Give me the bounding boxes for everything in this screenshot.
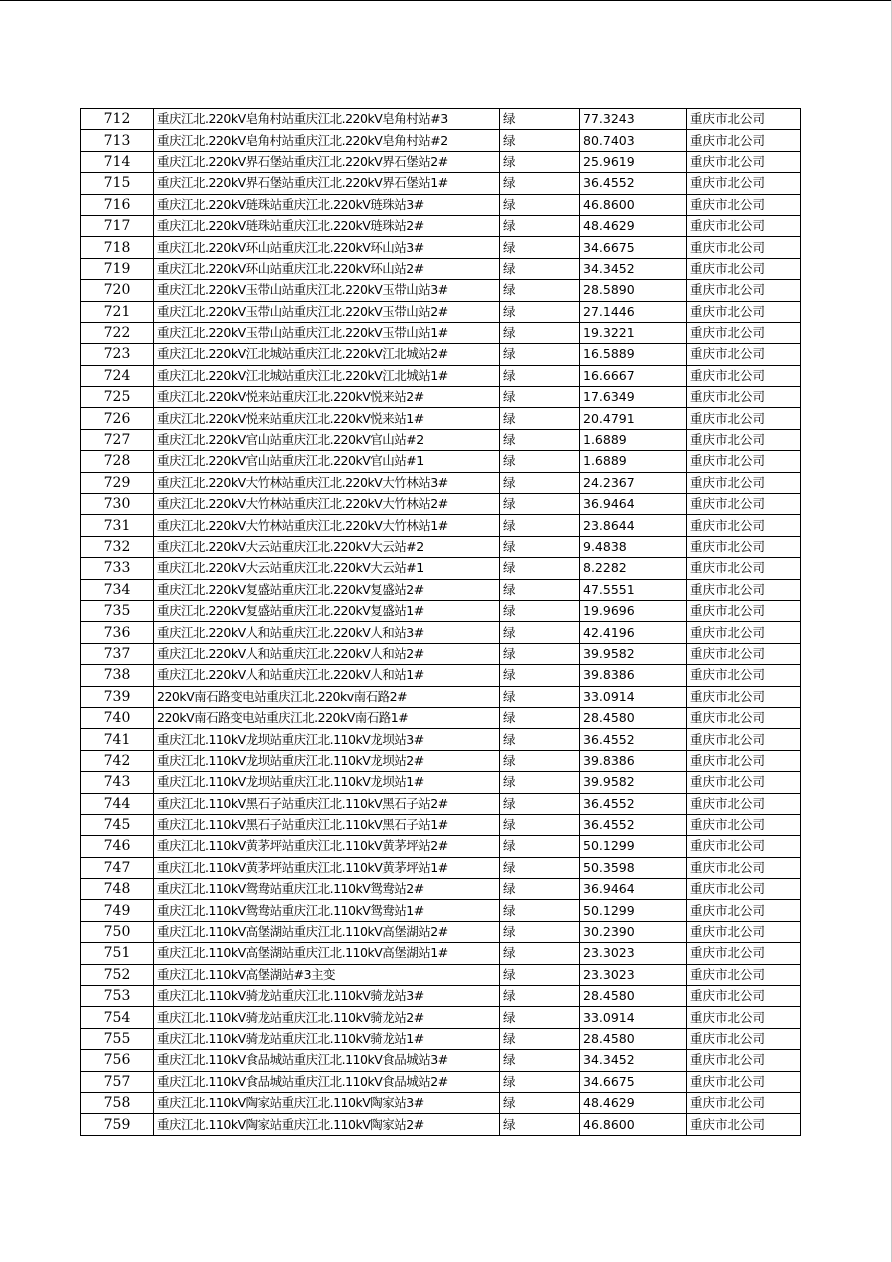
table-row: [81, 344, 801, 365]
status-color: 绿: [500, 643, 580, 664]
row-number: 756: [81, 1050, 154, 1071]
company-name: 重庆市北公司: [687, 686, 801, 707]
station-name: 重庆江北.220kV官山站重庆江北.220kV官山站#1: [154, 451, 500, 472]
status-color: 绿: [500, 515, 580, 536]
station-name: 重庆江北.110kV黑石子站重庆江北.110kV黑石子站1#: [154, 814, 500, 835]
table-row: [81, 429, 801, 450]
table-row: [81, 451, 801, 472]
station-name: 重庆江北.220kV官山站重庆江北.220kV官山站#2: [154, 429, 500, 450]
load-value: 16.6667: [580, 365, 687, 386]
company-name: 重庆市北公司: [687, 879, 801, 900]
station-name: 重庆江北.110kV高堡湖站重庆江北.110kV高堡湖站2#: [154, 921, 500, 942]
station-name: 重庆江北.220kV皂角村站重庆江北.220kV皂角村站#2: [154, 130, 500, 151]
company-name: 重庆市北公司: [687, 494, 801, 515]
company-name: 重庆市北公司: [687, 579, 801, 600]
station-name: 重庆江北.110kV食品城站重庆江北.110kV食品城站2#: [154, 1071, 500, 1092]
load-value: 36.4552: [580, 793, 687, 814]
status-color: 绿: [500, 964, 580, 985]
status-color: 绿: [500, 793, 580, 814]
company-name: 重庆市北公司: [687, 365, 801, 386]
table-row: [81, 814, 801, 835]
status-color: 绿: [500, 943, 580, 964]
station-name: 重庆江北.220kV大云站重庆江北.220kV大云站#2: [154, 536, 500, 557]
load-value: 30.2390: [580, 921, 687, 942]
company-name: 重庆市北公司: [687, 643, 801, 664]
status-color: 绿: [500, 836, 580, 857]
station-name: 重庆江北.220kV玉带山站重庆江北.220kV玉带山站1#: [154, 322, 500, 343]
table-row: [81, 686, 801, 707]
station-name: 重庆江北.110kV黄茅坪站重庆江北.110kV黄茅坪站1#: [154, 857, 500, 878]
status-color: 绿: [500, 686, 580, 707]
company-name: 重庆市北公司: [687, 857, 801, 878]
row-number: 728: [81, 451, 154, 472]
table-row: [81, 515, 801, 536]
row-number: 746: [81, 836, 154, 857]
company-name: 重庆市北公司: [687, 600, 801, 621]
load-value: 39.8386: [580, 750, 687, 771]
load-value: 48.4629: [580, 1092, 687, 1113]
status-color: 绿: [500, 750, 580, 771]
row-number: 722: [81, 322, 154, 343]
load-value: 33.0914: [580, 686, 687, 707]
table-row: [81, 707, 801, 728]
station-name: 重庆江北.220kV人和站重庆江北.220kV人和站3#: [154, 622, 500, 643]
station-name: 重庆江北.220kV玉带山站重庆江北.220kV玉带山站3#: [154, 280, 500, 301]
load-value: 28.4580: [580, 707, 687, 728]
load-value: 36.4552: [580, 814, 687, 835]
row-number: 718: [81, 237, 154, 258]
row-number: 721: [81, 301, 154, 322]
table-row: [81, 1007, 801, 1028]
row-number: 753: [81, 986, 154, 1007]
table-row: [81, 1028, 801, 1049]
station-name: 重庆江北.110kV黑石子站重庆江北.110kV黑石子站2#: [154, 793, 500, 814]
company-name: 重庆市北公司: [687, 558, 801, 579]
table-row: [81, 750, 801, 771]
table-row: [81, 365, 801, 386]
station-name: 重庆江北.220kV江北城站重庆江北.220kV江北城站1#: [154, 365, 500, 386]
company-name: 重庆市北公司: [687, 194, 801, 215]
station-name: 重庆江北.110kV陶家站重庆江北.110kV陶家站3#: [154, 1092, 500, 1113]
status-color: 绿: [500, 579, 580, 600]
row-number: 748: [81, 879, 154, 900]
station-name: 重庆江北.110kV鸳鸯站重庆江北.110kV鸳鸯站1#: [154, 900, 500, 921]
load-value: 36.9464: [580, 879, 687, 900]
load-value: 77.3243: [580, 109, 687, 130]
station-name: 重庆江北.220kV复盛站重庆江北.220kV复盛站2#: [154, 579, 500, 600]
company-name: 重庆市北公司: [687, 750, 801, 771]
load-value: 39.8386: [580, 665, 687, 686]
table-row: [81, 986, 801, 1007]
station-name: 重庆江北.220kV玉带山站重庆江北.220kV玉带山站2#: [154, 301, 500, 322]
row-number: 720: [81, 280, 154, 301]
row-number: 732: [81, 536, 154, 557]
status-color: 绿: [500, 814, 580, 835]
status-color: 绿: [500, 729, 580, 750]
row-number: 754: [81, 1007, 154, 1028]
status-color: 绿: [500, 408, 580, 429]
company-name: 重庆市北公司: [687, 280, 801, 301]
status-color: 绿: [500, 986, 580, 1007]
status-color: 绿: [500, 1050, 580, 1071]
status-color: 绿: [500, 194, 580, 215]
row-number: 714: [81, 151, 154, 172]
table-row: [81, 258, 801, 279]
row-number: 727: [81, 429, 154, 450]
row-number: 755: [81, 1028, 154, 1049]
table-row: [81, 130, 801, 151]
station-name: 重庆江北.110kV高堡湖站#3主变: [154, 964, 500, 985]
company-name: 重庆市北公司: [687, 772, 801, 793]
station-name: 重庆江北.220kV大竹林站重庆江北.220kV大竹林站3#: [154, 472, 500, 493]
status-color: 绿: [500, 280, 580, 301]
load-value: 28.5890: [580, 280, 687, 301]
company-name: 重庆市北公司: [687, 707, 801, 728]
table-row: [81, 558, 801, 579]
company-name: 重庆市北公司: [687, 729, 801, 750]
row-number: 729: [81, 472, 154, 493]
status-color: 绿: [500, 429, 580, 450]
station-name: 重庆江北.110kV骑龙站重庆江北.110kV骑龙站2#: [154, 1007, 500, 1028]
row-number: 750: [81, 921, 154, 942]
load-value: 34.3452: [580, 258, 687, 279]
load-value: 36.4552: [580, 173, 687, 194]
row-number: 717: [81, 215, 154, 236]
station-name: 220kV南石路变电站重庆江北.220kV南石路1#: [154, 707, 500, 728]
company-name: 重庆市北公司: [687, 109, 801, 130]
company-name: 重庆市北公司: [687, 986, 801, 1007]
station-name: 重庆江北.110kV骑龙站重庆江北.110kV骑龙站3#: [154, 986, 500, 1007]
status-color: 绿: [500, 772, 580, 793]
status-color: 绿: [500, 900, 580, 921]
load-value: 39.9582: [580, 772, 687, 793]
table-body: [81, 109, 801, 1136]
station-name: 重庆江北.110kV骑龙站重庆江北.110kV骑龙站1#: [154, 1028, 500, 1049]
load-value: 20.4791: [580, 408, 687, 429]
table-row: [81, 194, 801, 215]
row-number: 741: [81, 729, 154, 750]
status-color: 绿: [500, 494, 580, 515]
status-color: 绿: [500, 879, 580, 900]
table-row: [81, 472, 801, 493]
page-top-border: [0, 0, 892, 1]
status-color: 绿: [500, 707, 580, 728]
table-row: [81, 836, 801, 857]
status-color: 绿: [500, 1007, 580, 1028]
row-number: 715: [81, 173, 154, 194]
load-value: 36.4552: [580, 729, 687, 750]
table-row: [81, 408, 801, 429]
load-value: 39.9582: [580, 643, 687, 664]
company-name: 重庆市北公司: [687, 793, 801, 814]
station-name: 重庆江北.220kV人和站重庆江北.220kV人和站2#: [154, 643, 500, 664]
row-number: 730: [81, 494, 154, 515]
table-row: [81, 622, 801, 643]
load-value: 34.3452: [580, 1050, 687, 1071]
load-value: 1.6889: [580, 429, 687, 450]
load-value: 9.4838: [580, 536, 687, 557]
row-number: 737: [81, 643, 154, 664]
load-value: 50.1299: [580, 836, 687, 857]
load-value: 34.6675: [580, 1071, 687, 1092]
station-name: 重庆江北.220kV大云站重庆江北.220kV大云站#1: [154, 558, 500, 579]
load-value: 50.1299: [580, 900, 687, 921]
company-name: 重庆市北公司: [687, 964, 801, 985]
company-name: 重庆市北公司: [687, 173, 801, 194]
status-color: 绿: [500, 536, 580, 557]
table-row: [81, 536, 801, 557]
row-number: 738: [81, 665, 154, 686]
status-color: 绿: [500, 215, 580, 236]
status-color: 绿: [500, 237, 580, 258]
row-number: 735: [81, 600, 154, 621]
row-number: 751: [81, 943, 154, 964]
station-name: 重庆江北.220kV界石堡站重庆江北.220kV界石堡站1#: [154, 173, 500, 194]
row-number: 713: [81, 130, 154, 151]
status-color: 绿: [500, 344, 580, 365]
row-number: 757: [81, 1071, 154, 1092]
load-value: 47.5551: [580, 579, 687, 600]
company-name: 重庆市北公司: [687, 237, 801, 258]
load-value: 80.7403: [580, 130, 687, 151]
table-row: [81, 494, 801, 515]
table-row: [81, 1050, 801, 1071]
table-row: [81, 322, 801, 343]
table-row: [81, 280, 801, 301]
row-number: 723: [81, 344, 154, 365]
table-row: [81, 793, 801, 814]
status-color: 绿: [500, 600, 580, 621]
station-name: 重庆江北.110kV黄茅坪站重庆江北.110kV黄茅坪站2#: [154, 836, 500, 857]
row-number: 752: [81, 964, 154, 985]
company-name: 重庆市北公司: [687, 1092, 801, 1113]
load-value: 33.0914: [580, 1007, 687, 1028]
station-name: 重庆江北.110kV龙坝站重庆江北.110kV龙坝站3#: [154, 729, 500, 750]
company-name: 重庆市北公司: [687, 1114, 801, 1135]
station-name: 重庆江北.110kV龙坝站重庆江北.110kV龙坝站2#: [154, 750, 500, 771]
load-value: 23.3023: [580, 964, 687, 985]
station-name: 220kV南石路变电站重庆江北.220kv南石路2#: [154, 686, 500, 707]
load-value: 16.5889: [580, 344, 687, 365]
row-number: 716: [81, 194, 154, 215]
company-name: 重庆市北公司: [687, 515, 801, 536]
company-name: 重庆市北公司: [687, 1071, 801, 1092]
row-number: 726: [81, 408, 154, 429]
row-number: 724: [81, 365, 154, 386]
row-number: 733: [81, 558, 154, 579]
load-value: 46.8600: [580, 1114, 687, 1135]
status-color: 绿: [500, 130, 580, 151]
company-name: 重庆市北公司: [687, 536, 801, 557]
station-name: 重庆江北.110kV龙坝站重庆江北.110kV龙坝站1#: [154, 772, 500, 793]
company-name: 重庆市北公司: [687, 429, 801, 450]
station-name: 重庆江北.110kV食品城站重庆江北.110kV食品城站3#: [154, 1050, 500, 1071]
station-name: 重庆江北.110kV高堡湖站重庆江北.110kV高堡湖站1#: [154, 943, 500, 964]
status-color: 绿: [500, 622, 580, 643]
status-color: 绿: [500, 173, 580, 194]
row-number: 740: [81, 707, 154, 728]
load-value: 1.6889: [580, 451, 687, 472]
company-name: 重庆市北公司: [687, 900, 801, 921]
table-row: [81, 772, 801, 793]
company-name: 重庆市北公司: [687, 344, 801, 365]
row-number: 749: [81, 900, 154, 921]
status-color: 绿: [500, 1028, 580, 1049]
row-number: 725: [81, 387, 154, 408]
station-name: 重庆江北.220kV环山站重庆江北.220kV环山站2#: [154, 258, 500, 279]
load-value: 46.8600: [580, 194, 687, 215]
table-row: [81, 109, 801, 130]
status-color: 绿: [500, 857, 580, 878]
table-row: [81, 387, 801, 408]
load-value: 23.8644: [580, 515, 687, 536]
row-number: 744: [81, 793, 154, 814]
transformer-load-table: [80, 108, 801, 1136]
table-row: [81, 173, 801, 194]
row-number: 712: [81, 109, 154, 130]
load-value: 34.6675: [580, 237, 687, 258]
station-name: 重庆江北.220kV琏珠站重庆江北.220kV琏珠站3#: [154, 194, 500, 215]
station-name: 重庆江北.220kV环山站重庆江北.220kV环山站3#: [154, 237, 500, 258]
table-row: [81, 301, 801, 322]
status-color: 绿: [500, 921, 580, 942]
table-row: [81, 1114, 801, 1135]
table-row: [81, 857, 801, 878]
load-value: 17.6349: [580, 387, 687, 408]
table-row: [81, 879, 801, 900]
company-name: 重庆市北公司: [687, 301, 801, 322]
station-name: 重庆江北.110kV鸳鸯站重庆江北.110kV鸳鸯站2#: [154, 879, 500, 900]
status-color: 绿: [500, 665, 580, 686]
status-color: 绿: [500, 365, 580, 386]
status-color: 绿: [500, 451, 580, 472]
load-value: 25.9619: [580, 151, 687, 172]
company-name: 重庆市北公司: [687, 1050, 801, 1071]
load-value: 28.4580: [580, 1028, 687, 1049]
company-name: 重庆市北公司: [687, 408, 801, 429]
row-number: 719: [81, 258, 154, 279]
row-number: 758: [81, 1092, 154, 1113]
row-number: 731: [81, 515, 154, 536]
station-name: 重庆江北.220kV琏珠站重庆江北.220kV琏珠站2#: [154, 215, 500, 236]
station-name: 重庆江北.110kV陶家站重庆江北.110kV陶家站2#: [154, 1114, 500, 1135]
load-value: 28.4580: [580, 986, 687, 1007]
company-name: 重庆市北公司: [687, 472, 801, 493]
status-color: 绿: [500, 1092, 580, 1113]
table-row: [81, 1071, 801, 1092]
load-value: 24.2367: [580, 472, 687, 493]
station-name: 重庆江北.220kV大竹林站重庆江北.220kV大竹林站1#: [154, 515, 500, 536]
station-name: 重庆江北.220kV皂角村站重庆江北.220kV皂角村站#3: [154, 109, 500, 130]
load-value: 19.3221: [580, 322, 687, 343]
status-color: 绿: [500, 472, 580, 493]
company-name: 重庆市北公司: [687, 215, 801, 236]
table-row: [81, 729, 801, 750]
station-name: 重庆江北.220kV大竹林站重庆江北.220kV大竹林站2#: [154, 494, 500, 515]
load-value: 8.2282: [580, 558, 687, 579]
row-number: 734: [81, 579, 154, 600]
status-color: 绿: [500, 258, 580, 279]
station-name: 重庆江北.220kV人和站重庆江北.220kV人和站1#: [154, 665, 500, 686]
company-name: 重庆市北公司: [687, 258, 801, 279]
status-color: 绿: [500, 301, 580, 322]
table-row: [81, 600, 801, 621]
table-row: [81, 921, 801, 942]
status-color: 绿: [500, 109, 580, 130]
company-name: 重庆市北公司: [687, 943, 801, 964]
company-name: 重庆市北公司: [687, 322, 801, 343]
company-name: 重庆市北公司: [687, 814, 801, 835]
station-name: 重庆江北.220kV悦来站重庆江北.220kV悦来站1#: [154, 408, 500, 429]
load-value: 50.3598: [580, 857, 687, 878]
status-color: 绿: [500, 1114, 580, 1135]
table-row: [81, 943, 801, 964]
status-color: 绿: [500, 387, 580, 408]
row-number: 742: [81, 750, 154, 771]
load-value: 42.4196: [580, 622, 687, 643]
load-value: 27.1446: [580, 301, 687, 322]
table-row: [81, 151, 801, 172]
table-row: [81, 215, 801, 236]
company-name: 重庆市北公司: [687, 130, 801, 151]
load-value: 19.9696: [580, 600, 687, 621]
row-number: 747: [81, 857, 154, 878]
company-name: 重庆市北公司: [687, 622, 801, 643]
status-color: 绿: [500, 1071, 580, 1092]
row-number: 759: [81, 1114, 154, 1135]
table-row: [81, 1092, 801, 1113]
status-color: 绿: [500, 558, 580, 579]
station-name: 重庆江北.220kV复盛站重庆江北.220kV复盛站1#: [154, 600, 500, 621]
station-name: 重庆江北.220kV江北城站重庆江北.220kV江北城站2#: [154, 344, 500, 365]
row-number: 736: [81, 622, 154, 643]
company-name: 重庆市北公司: [687, 665, 801, 686]
load-value: 23.3023: [580, 943, 687, 964]
company-name: 重庆市北公司: [687, 1007, 801, 1028]
company-name: 重庆市北公司: [687, 451, 801, 472]
status-color: 绿: [500, 151, 580, 172]
company-name: 重庆市北公司: [687, 836, 801, 857]
row-number: 743: [81, 772, 154, 793]
table-row: [81, 579, 801, 600]
table-row: [81, 665, 801, 686]
table-row: [81, 964, 801, 985]
table-row: [81, 237, 801, 258]
company-name: 重庆市北公司: [687, 1028, 801, 1049]
company-name: 重庆市北公司: [687, 921, 801, 942]
table-row: [81, 900, 801, 921]
table-row: [81, 643, 801, 664]
company-name: 重庆市北公司: [687, 151, 801, 172]
company-name: 重庆市北公司: [687, 387, 801, 408]
status-color: 绿: [500, 322, 580, 343]
station-name: 重庆江北.220kV悦来站重庆江北.220kV悦来站2#: [154, 387, 500, 408]
load-value: 48.4629: [580, 215, 687, 236]
row-number: 739: [81, 686, 154, 707]
load-value: 36.9464: [580, 494, 687, 515]
row-number: 745: [81, 814, 154, 835]
station-name: 重庆江北.220kV界石堡站重庆江北.220kV界石堡站2#: [154, 151, 500, 172]
